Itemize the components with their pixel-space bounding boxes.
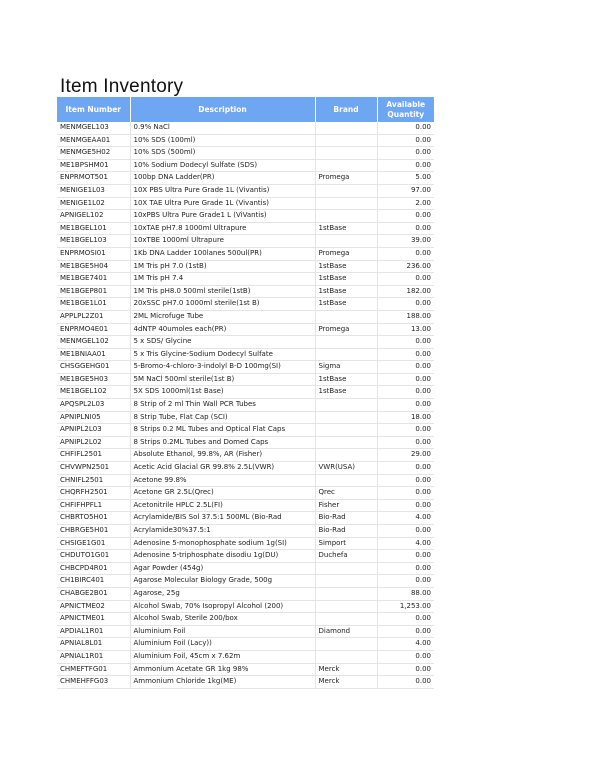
brand-cell — [315, 587, 377, 600]
item-number-cell: ME1BGE5H04 — [57, 260, 130, 273]
brand-cell — [315, 235, 377, 248]
quantity-cell: 188.00 — [377, 310, 434, 323]
quantity-cell: 0.00 — [377, 676, 434, 689]
brand-cell: Bio-Rad — [315, 525, 377, 538]
brand-cell: 1stBase — [315, 222, 377, 235]
item-number-cell: ME1BGEP801 — [57, 285, 130, 298]
brand-cell: Promega — [315, 323, 377, 336]
item-number-cell: CHSGGEHG01 — [57, 361, 130, 374]
table-row — [57, 600, 434, 613]
quantity-cell: 1,253.00 — [377, 600, 434, 613]
quantity-cell: 18.00 — [377, 411, 434, 424]
description-cell: Agarose, 25g — [130, 587, 315, 600]
description-cell: Agar Powder (454g) — [130, 562, 315, 575]
item-number-cell: MENIGE1L02 — [57, 197, 130, 210]
description-cell: 8 Strips 0.2 ML Tubes and Optical Flat Caps — [130, 424, 315, 437]
description-cell: Acetic Acid Glacial GR 99.8% 2.5L(VWR) — [130, 462, 315, 475]
item-number-cell: APNICTME02 — [57, 600, 130, 613]
quantity-cell: 0.00 — [377, 386, 434, 399]
brand-cell: VWR(USA) — [315, 462, 377, 475]
item-number-cell: CHBRGE5H01 — [57, 525, 130, 538]
description-cell: 20xSSC pH7.0 1000ml sterile(1st B) — [130, 298, 315, 311]
item-number-cell: CHDUTO1G01 — [57, 550, 130, 563]
table-row — [57, 525, 434, 538]
table-row — [57, 462, 434, 475]
item-number-cell: APQSPL2L03 — [57, 399, 130, 412]
table-row — [57, 562, 434, 575]
description-cell: Ammonium Acetate GR 1kg 98% — [130, 663, 315, 676]
description-cell: 5-Bromo-4-chloro-3-indolyl B-D 100mg(SI) — [130, 361, 315, 374]
table-row — [57, 411, 434, 424]
table-row — [57, 436, 434, 449]
description-cell: 1M Tris pH 7.0 (1stB) — [130, 260, 315, 273]
table-row — [57, 122, 434, 134]
description-cell: 8 Strip of 2 ml Thin Wall PCR Tubes — [130, 399, 315, 412]
quantity-cell: 0.00 — [377, 210, 434, 223]
brand-cell: Promega — [315, 172, 377, 185]
table-row — [57, 197, 434, 210]
item-number-cell: CHBRTO5H01 — [57, 512, 130, 525]
brand-cell: Promega — [315, 247, 377, 260]
brand-cell — [315, 147, 377, 160]
table-row — [57, 449, 434, 462]
quantity-cell: 0.00 — [377, 373, 434, 386]
table-row — [57, 222, 434, 235]
item-number-cell: MENMGE5H02 — [57, 147, 130, 160]
item-number-cell: APNIPL2L03 — [57, 424, 130, 437]
table-row — [57, 499, 434, 512]
table-row — [57, 676, 434, 689]
item-number-cell: CHBCPD4R01 — [57, 562, 130, 575]
column-header-brand: Brand — [315, 97, 377, 122]
brand-cell: Sigma — [315, 361, 377, 374]
brand-cell — [315, 638, 377, 651]
quantity-cell: 0.00 — [377, 122, 434, 134]
table-row — [57, 184, 434, 197]
item-number-cell: APNIPL2L02 — [57, 436, 130, 449]
quantity-cell: 0.00 — [377, 462, 434, 475]
description-cell: 1M Tris pH 7.4 — [130, 273, 315, 286]
quantity-cell: 0.00 — [377, 424, 434, 437]
item-number-cell: ME1BGE5H03 — [57, 373, 130, 386]
brand-cell — [315, 650, 377, 663]
quantity-cell: 0.00 — [377, 361, 434, 374]
table-row — [57, 172, 434, 185]
item-number-cell: CHMEFTFG01 — [57, 663, 130, 676]
quantity-cell: 4.00 — [377, 537, 434, 550]
description-cell: 5 x Tris Glycine-Sodium Dodecyl Sulfate — [130, 348, 315, 361]
quantity-cell: 0.00 — [377, 147, 434, 160]
column-header-description: Description — [130, 97, 315, 122]
item-number-cell: ME1BGE1L01 — [57, 298, 130, 311]
item-number-cell: ENPRMOSI01 — [57, 247, 130, 260]
brand-cell — [315, 411, 377, 424]
description-cell: Adenosine 5-triphosphate disodiu 1g(DU) — [130, 550, 315, 563]
table-body — [57, 122, 434, 688]
item-number-cell: ME1BGEL101 — [57, 222, 130, 235]
quantity-cell: 29.00 — [377, 449, 434, 462]
table-row — [57, 613, 434, 626]
description-cell: 10xTBE 1000ml Ultrapure — [130, 235, 315, 248]
description-cell: Alcohol Swab, 70% Isopropyl Alcohol (200) — [130, 600, 315, 613]
table-row — [57, 638, 434, 651]
item-number-cell: MENMGEL102 — [57, 336, 130, 349]
quantity-cell: 4.00 — [377, 638, 434, 651]
item-number-cell: APNIGEL102 — [57, 210, 130, 223]
brand-cell: Fisher — [315, 499, 377, 512]
brand-cell — [315, 562, 377, 575]
brand-cell — [315, 600, 377, 613]
table-row — [57, 663, 434, 676]
brand-cell: Qrec — [315, 487, 377, 500]
description-cell: Acetone 99.8% — [130, 474, 315, 487]
quantity-cell: 0.00 — [377, 650, 434, 663]
quantity-cell: 5.00 — [377, 172, 434, 185]
item-number-cell: CHNIFL2501 — [57, 474, 130, 487]
description-cell: Adenosine 5-monophosphate sodium 1g(SI) — [130, 537, 315, 550]
table-row — [57, 310, 434, 323]
brand-cell: 1stBase — [315, 260, 377, 273]
brand-cell — [315, 348, 377, 361]
brand-cell: Duchefa — [315, 550, 377, 563]
brand-cell — [315, 575, 377, 588]
brand-cell — [315, 424, 377, 437]
table-row — [57, 134, 434, 147]
table-row — [57, 298, 434, 311]
quantity-cell: 0.00 — [377, 499, 434, 512]
table-row — [57, 550, 434, 563]
item-number-cell: CHVWPN2501 — [57, 462, 130, 475]
table-row — [57, 260, 434, 273]
table-row — [57, 285, 434, 298]
table-row — [57, 587, 434, 600]
description-cell: 5 x SDS/ Glycine — [130, 336, 315, 349]
quantity-cell: 0.00 — [377, 562, 434, 575]
description-cell: Acetonitrile HPLC 2.5L(FI) — [130, 499, 315, 512]
brand-cell: Merck — [315, 676, 377, 689]
brand-cell: 1stBase — [315, 273, 377, 286]
brand-cell: Merck — [315, 663, 377, 676]
quantity-cell: 0.00 — [377, 575, 434, 588]
item-number-cell: CHFIFL2501 — [57, 449, 130, 462]
quantity-cell: 0.00 — [377, 525, 434, 538]
item-number-cell: APNIAL8L01 — [57, 638, 130, 651]
description-cell: Agarose Molecular Biology Grade, 500g — [130, 575, 315, 588]
table-row — [57, 625, 434, 638]
brand-cell: 1stBase — [315, 373, 377, 386]
table-header-row — [57, 97, 434, 122]
brand-cell — [315, 210, 377, 223]
quantity-cell: 182.00 — [377, 285, 434, 298]
item-number-cell: CHSIGE1G01 — [57, 537, 130, 550]
description-cell: Aluminium Foil — [130, 625, 315, 638]
description-cell: Alcohol Swab, Sterile 200/box — [130, 613, 315, 626]
description-cell: 8 Strips 0.2ML Tubes and Domed Caps — [130, 436, 315, 449]
description-cell: 10% Sodium Dodecyl Sulfate (SDS) — [130, 159, 315, 172]
description-cell: 1M Tris pH8.0 500ml sterile(1stB) — [130, 285, 315, 298]
table-row — [57, 487, 434, 500]
table-row — [57, 210, 434, 223]
item-number-cell: ME1BGEL103 — [57, 235, 130, 248]
description-cell: 10X TAE Ultra Pure Grade 1L (Vivantis) — [130, 197, 315, 210]
quantity-cell: 4.00 — [377, 512, 434, 525]
inventory-table — [57, 97, 434, 689]
quantity-cell: 0.00 — [377, 348, 434, 361]
brand-cell: 1stBase — [315, 386, 377, 399]
column-header-item-number: Item Number — [57, 97, 130, 122]
brand-cell — [315, 134, 377, 147]
brand-cell: 1stBase — [315, 285, 377, 298]
brand-cell — [315, 613, 377, 626]
quantity-cell: 39.00 — [377, 235, 434, 248]
table-row — [57, 575, 434, 588]
brand-cell: Simport — [315, 537, 377, 550]
quantity-cell: 0.00 — [377, 399, 434, 412]
quantity-cell: 13.00 — [377, 323, 434, 336]
description-cell: 8 Strip Tube, Flat Cap (SCI) — [130, 411, 315, 424]
item-number-cell: ME1BGE7401 — [57, 273, 130, 286]
description-cell: 10xTAE pH7.8 1000ml Ultrapure — [130, 222, 315, 235]
quantity-cell: 0.00 — [377, 550, 434, 563]
table-row — [57, 336, 434, 349]
quantity-cell: 0.00 — [377, 613, 434, 626]
quantity-cell: 0.00 — [377, 298, 434, 311]
page-title: Item Inventory — [60, 76, 184, 97]
item-number-cell: ENPRMOT501 — [57, 172, 130, 185]
description-cell: Aluminium Foil, 45cm x 7.62m — [130, 650, 315, 663]
table-row — [57, 386, 434, 399]
quantity-cell: 97.00 — [377, 184, 434, 197]
brand-cell: Diamond — [315, 625, 377, 638]
item-number-cell: MENMGEAA01 — [57, 134, 130, 147]
quantity-cell: 0.00 — [377, 663, 434, 676]
table-row — [57, 361, 434, 374]
brand-cell — [315, 336, 377, 349]
quantity-cell: 0.00 — [377, 336, 434, 349]
description-cell: Absolute Ethanol, 99.8%, AR (Fisher) — [130, 449, 315, 462]
item-number-cell: MENMGEL103 — [57, 122, 130, 134]
quantity-cell: 0.00 — [377, 487, 434, 500]
quantity-cell: 0.00 — [377, 134, 434, 147]
table-row — [57, 247, 434, 260]
brand-cell — [315, 310, 377, 323]
table-row — [57, 373, 434, 386]
quantity-cell: 0.00 — [377, 436, 434, 449]
table-row — [57, 235, 434, 248]
item-number-cell: APDIAL1R01 — [57, 625, 130, 638]
item-number-cell: CHQRFH2501 — [57, 487, 130, 500]
item-number-cell: APNIAL1R01 — [57, 650, 130, 663]
item-number-cell: ME1BNIAA01 — [57, 348, 130, 361]
description-cell: 5M NaCl 500ml sterile(1st B) — [130, 373, 315, 386]
table-row — [57, 348, 434, 361]
quantity-cell: 2.00 — [377, 197, 434, 210]
quantity-cell: 88.00 — [377, 587, 434, 600]
brand-cell — [315, 399, 377, 412]
brand-cell — [315, 122, 377, 134]
brand-cell: Bio-Rad — [315, 512, 377, 525]
item-number-cell: CHFIFHPFL1 — [57, 499, 130, 512]
brand-cell — [315, 197, 377, 210]
description-cell: Aluminium Foil (Lacy)) — [130, 638, 315, 651]
table-row — [57, 147, 434, 160]
description-cell: Acrylamide30%37.5:1 — [130, 525, 315, 538]
quantity-cell: 0.00 — [377, 222, 434, 235]
description-cell: 10% SDS (500ml) — [130, 147, 315, 160]
table-row — [57, 650, 434, 663]
description-cell: 5X SDS 1000ml(1st Base) — [130, 386, 315, 399]
description-cell: 2ML Microfuge Tube — [130, 310, 315, 323]
item-number-cell: ME1BGEL102 — [57, 386, 130, 399]
brand-cell — [315, 449, 377, 462]
description-cell: Acrylamide/BIS Sol 37.5:1 500ML (Bio-Rad — [130, 512, 315, 525]
item-number-cell: CHABGE2B01 — [57, 587, 130, 600]
description-cell: 1Kb DNA Ladder 100lanes 500ul(PR) — [130, 247, 315, 260]
table-row — [57, 323, 434, 336]
quantity-cell: 0.00 — [377, 625, 434, 638]
quantity-cell: 0.00 — [377, 159, 434, 172]
item-number-cell: APNICTME01 — [57, 613, 130, 626]
item-number-cell: APPLPL2Z01 — [57, 310, 130, 323]
item-number-cell: CHMEHFFG03 — [57, 676, 130, 689]
quantity-cell: 0.00 — [377, 247, 434, 260]
brand-cell — [315, 436, 377, 449]
description-cell: Acetone GR 2.5L(Qrec) — [130, 487, 315, 500]
brand-cell — [315, 159, 377, 172]
brand-cell — [315, 474, 377, 487]
table-row — [57, 399, 434, 412]
description-cell: 4dNTP 40umoles each(PR) — [130, 323, 315, 336]
item-number-cell: CH1BIRC401 — [57, 575, 130, 588]
brand-cell — [315, 184, 377, 197]
table-row — [57, 424, 434, 437]
description-cell: 10% SDS (100ml) — [130, 134, 315, 147]
description-cell: Ammonium Chloride 1kg(ME) — [130, 676, 315, 689]
description-cell: 0.9% NaCl — [130, 122, 315, 134]
item-number-cell: MENIGE1L03 — [57, 184, 130, 197]
table-row — [57, 474, 434, 487]
table-row — [57, 512, 434, 525]
quantity-cell: 0.00 — [377, 474, 434, 487]
description-cell: 10xPBS Ultra Pure Grade1 L (ViVantis) — [130, 210, 315, 223]
column-header-available-quantity: Available Quantity — [377, 97, 434, 122]
brand-cell: 1stBase — [315, 298, 377, 311]
table-row — [57, 537, 434, 550]
item-number-cell: APNIPLNI05 — [57, 411, 130, 424]
description-cell: 100bp DNA Ladder(PR) — [130, 172, 315, 185]
quantity-cell: 0.00 — [377, 273, 434, 286]
quantity-cell: 236.00 — [377, 260, 434, 273]
item-number-cell: ENPRMO4E01 — [57, 323, 130, 336]
table-row — [57, 159, 434, 172]
table-row — [57, 273, 434, 286]
description-cell: 10X PBS Ultra Pure Grade 1L (Vivantis) — [130, 184, 315, 197]
item-number-cell: ME1BPSHM01 — [57, 159, 130, 172]
